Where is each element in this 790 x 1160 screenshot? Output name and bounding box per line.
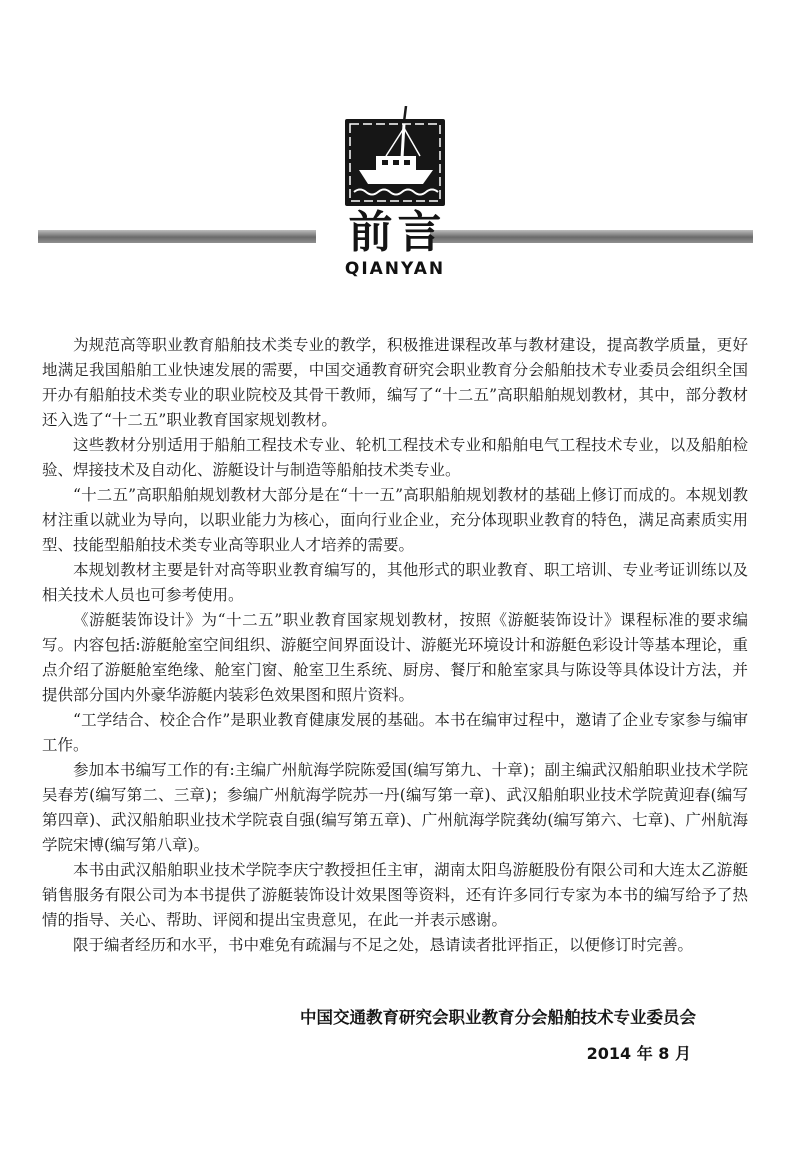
boat-stamp-icon	[342, 106, 448, 208]
paragraph-1: 为规范高等职业教育船舶技术类专业的教学，积极推进课程改革与教材建设，提高教学质量，更好地满足我国船舶工业快速发展的需要，中国交通教育研究会职业教育分会船舶技术专业委员会组织全国开办有船舶技术类专业的职业院校及其骨干教师，编写了“十二五”高职船舶规划教材，其中，部分教材还入选了“十二五”职业教育国家规划教材。	[42, 336, 748, 429]
signature-organization: 中国交通教育研究会职业教育分会船舶技术专业委员会	[300, 1008, 696, 1027]
paragraph-7: 参加本书编写工作的有:主编广州航海学院陈爱国(编写第九、十章)；副主编武汉船舶职业技术学院吴春芳(编写第二、三章)；参编广州航海学院苏一丹(编写第一章)、武汉船舶职业技术学院黄迎春(编写第四章)、武汉船舶职业技术学院袁自强(编写第五章)、广州航海学院龚幼(编写第六、七章)、广州航海学院宋博(编写第八章)。	[42, 761, 748, 854]
signature-date: 2014 年 8 月	[586, 1044, 691, 1063]
left-divider-bar	[38, 230, 316, 243]
paragraph-6: “工学结合、校企合作”是职业教育健康发展的基础。本书在编审过程中，邀请了企业专家参与编审工作。	[42, 711, 748, 754]
paragraph-5: 《游艇装饰设计》为“十二五”职业教育国家规划教材，按照《游艇装饰设计》课程标准的要求编写。内容包括:游艇舱室空间组织、游艇空间界面设计、游艇光环境设计和游艇色彩设计等基本理论，重点介绍了游艇舱室绝缘、舱室门窗、舱室卫生系统、厨房、餐厅和舱室家具与陈设等具体设计方法，并提供部分国内外豪华游艇内装彩色效果图和照片资料。	[42, 611, 748, 704]
preface-body	[0, 333, 790, 958]
paragraph-8: 本书由武汉船舶职业技术学院李庆宁教授担任主审，湖南太阳鸟游艇股份有限公司和大连太乙游艇销售服务有限公司为本书提供了游艇装饰设计效果图等资料，还有许多同行专家为本书的编写给予了热情的指导、关心、帮助、评阅和提出宝贵意见，在此一并表示感谢。	[42, 861, 748, 929]
signature-block	[0, 1004, 790, 1064]
preface-header	[0, 106, 790, 278]
paragraph-2: 这些教材分别适用于船舶工程技术专业、轮机工程技术专业和船舶电气工程技术专业，以及船舶检验、焊接技术及自动化、游艇设计与制造等船舶技术类专业。	[42, 436, 748, 479]
qianyan-stamp	[320, 106, 470, 279]
right-divider-bar	[430, 230, 753, 243]
paragraph-3: “十二五”高职船舶规划教材大部分是在“十一五”高职船舶规划教材的基础上修订而成的。本规划教材注重以就业为导向，以职业能力为核心，面向行业企业，充分体现职业教育的特色，满足高素质实用型、技能型船舶技术类专业高等职业人才培养的需要。	[42, 486, 748, 554]
paragraph-9: 限于编者经历和水平，书中难免有疏漏与不足之处，恳请读者批评指正，以便修订时完善。	[73, 936, 694, 954]
paragraph-4: 本规划教材主要是针对高等职业教育编写的，其他形式的职业教育、职工培训、专业考证训练以及相关技术人员也可参考使用。	[42, 561, 748, 604]
preface-title-pinyin: QIANYAN	[344, 259, 446, 280]
preface-title-chinese: 前言	[348, 207, 447, 258]
